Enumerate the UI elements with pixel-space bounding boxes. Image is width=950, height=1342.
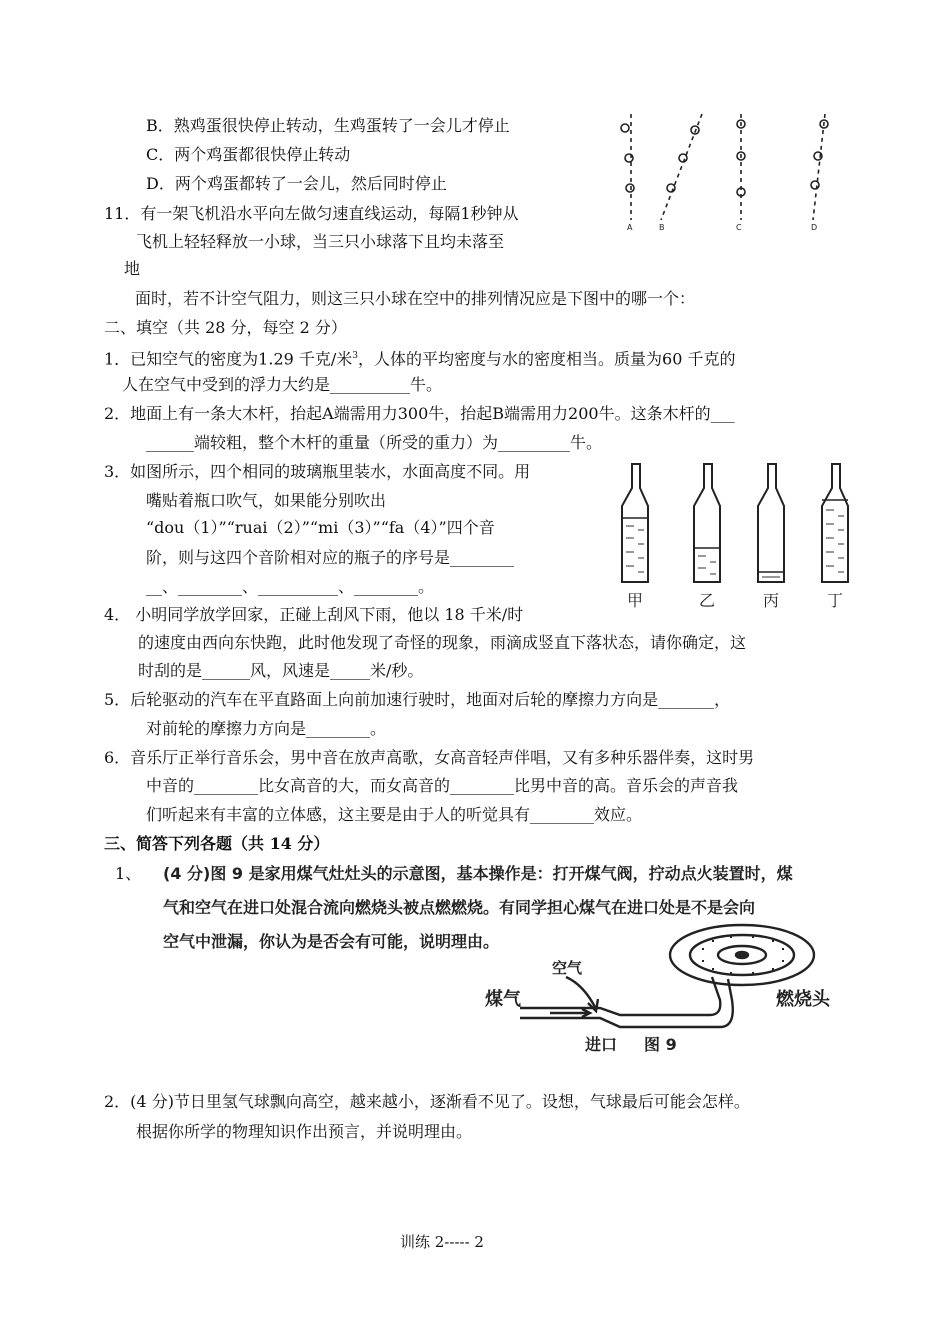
bottle-jia xyxy=(622,464,648,582)
bottle-label-ding: 丁 xyxy=(826,591,844,610)
s2-q3-line3: “dou（1）”“ruai（2）”“mi（3）”“fa（4）”四个音 xyxy=(146,518,495,537)
label-air: 空气 xyxy=(552,959,583,977)
option-b: B．熟鸡蛋很快停止转动，生鸡蛋转了一会儿才停止 xyxy=(146,116,510,135)
section2-title: 二、填空（共 28 分，每空 2 分） xyxy=(104,318,347,337)
label-fig: 图 9 xyxy=(644,1035,677,1054)
q1-text-a: 1．已知空气的密度为1.29 千克/米 xyxy=(104,349,353,369)
q11-line1: 11．有一架飞机沿水平向左做匀速直线运动，每隔1秒钟从 xyxy=(104,204,519,223)
gas-stove-figure xyxy=(480,915,880,1065)
pipe-bottom xyxy=(520,979,733,1027)
q11-line3: 地 xyxy=(124,259,141,278)
ball xyxy=(621,124,629,132)
s3-q2-line1: 2．(4 分)节日里氢气球飘向高空，越来越小，逐渐看不见了。设想，气球最后可能会怎样。 xyxy=(104,1092,750,1111)
ball xyxy=(679,154,687,162)
label-gas: 煤气 xyxy=(485,989,521,1010)
s2-q4-line3: 时刮的是______风，风速是_____米/秒。 xyxy=(138,661,424,680)
s3-q1-line1: (4 分)图 9 是家用煤气灶灶头的示意图，基本操作是：打开煤气阀，拧动点火装置时，煤 xyxy=(163,864,793,883)
s2-q1-line2: 人在空气中受到的浮力大约是__________牛。 xyxy=(122,375,443,394)
ball xyxy=(626,184,634,192)
label-c: C xyxy=(736,223,742,232)
s2-q6-line3: 们听起来有丰富的立体感，这主要是由于人的听觉具有________效应。 xyxy=(146,805,643,824)
ball xyxy=(667,184,675,192)
s3-q2-line2: 根据你所学的物理知识作出预言，并说明理由。 xyxy=(136,1122,473,1141)
bottle-bing xyxy=(758,464,784,582)
s3-q1-line3: 空气中泄漏，你认为是否会有可能，说明理由。 xyxy=(163,932,500,951)
page-footer: 训练 2----- 2 xyxy=(400,1233,484,1251)
s2-q4-line2: 的速度由西向东快跑，此时他发现了奇怪的现象，雨滴成竖直下落状态，请你确定，这 xyxy=(138,633,747,652)
bottle-yi xyxy=(694,464,720,582)
s2-q5-line2: 对前轮的摩擦力方向是________。 xyxy=(146,719,387,738)
s2-q1-line1 xyxy=(104,346,735,369)
s2-q5-line1: 5．后轮驱动的汽车在平直路面上向前加速行驶时，地面对后轮的摩擦力方向是_______， xyxy=(104,690,731,709)
s2-q4-line1: 4． 小明同学放学回家，正碰上刮风下雨，他以 18 千米/时 xyxy=(104,605,524,624)
bottle-ding xyxy=(822,464,848,582)
bottle-label-yi: 乙 xyxy=(698,591,716,610)
label-a: A xyxy=(627,223,633,232)
q1-superscript: 3 xyxy=(352,351,359,361)
option-c: C．两个鸡蛋都很快停止转动 xyxy=(146,145,351,164)
bottle-label-bing: 丙 xyxy=(762,591,780,610)
bottle-label-jia: 甲 xyxy=(626,591,644,610)
s2-q3-line5: __、________、__________、________。 xyxy=(146,577,435,596)
ball xyxy=(811,181,819,189)
option-d: D．两个鸡蛋都转了一会儿，然后同时停止 xyxy=(146,174,447,193)
label-inlet: 进口 xyxy=(585,1035,618,1054)
q11-line4: 面时，若不计空气阻力，则这三只小球在空中的排列情况应是下图中的哪一个： xyxy=(135,289,696,308)
air-arrow xyxy=(566,977,596,1009)
s2-q6-line2: 中音的________比女高音的大，而女高音的________比男中音的高。音乐会的声音我 xyxy=(146,776,739,795)
pipe-top xyxy=(520,977,720,1015)
label-b: B xyxy=(659,223,665,232)
s2-q3-line4: 阶，则与这四个音阶相对应的瓶子的序号是________ xyxy=(146,548,515,567)
bottles-figure xyxy=(612,458,872,618)
q11-line2: 飞机上轻轻释放一小球，当三只小球落下且均未落至 xyxy=(136,232,505,251)
q1-text-b: ，人体的平均密度与水的密度相当。质量为60 千克的 xyxy=(358,349,736,369)
s2-q2-line2: ______端较粗，整个木杆的重量（所受的重力）为_________牛。 xyxy=(146,433,603,452)
section3-title: 三、简答下列各题（共 14 分） xyxy=(104,834,330,853)
label-d: D xyxy=(811,223,818,232)
s2-q2-line1: 2．地面上有一条大木杆，抬起A端需用力300牛，抬起B端需用力200牛。这条木杆的___ xyxy=(104,404,735,423)
s2-q3-line1: 3．如图所示，四个相同的玻璃瓶里装水，水面高度不同。用 xyxy=(104,462,531,481)
label-burner: 燃烧头 xyxy=(776,989,830,1010)
s3-q1-num: 1、 xyxy=(115,864,142,883)
s2-q6-line1: 6．音乐厅正举行音乐会，男中音在放声高歌，女高音轻声伴唱，又有多种乐器伴奏，这时男 xyxy=(104,748,755,767)
s2-q3-line2: 嘴贴着瓶口吹气，如果能分别吹出 xyxy=(146,491,387,510)
s3-q1-line2: 气和空气在进口处混合流向燃烧头被点燃燃烧。有同学担心煤气在进口处是不是会向 xyxy=(163,898,756,917)
falling-balls-figure xyxy=(605,110,845,240)
